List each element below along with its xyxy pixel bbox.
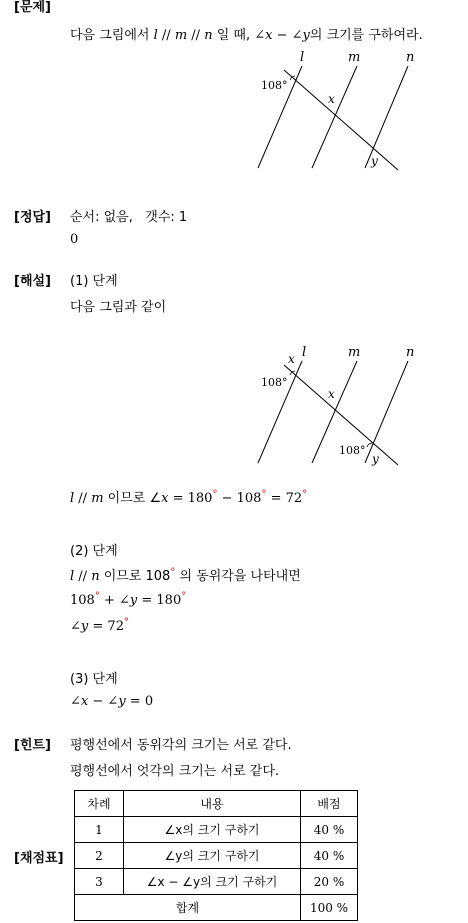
label-y: y: [372, 452, 379, 466]
label-108-top: 108°: [261, 376, 288, 389]
scoring-label: [채점표]: [14, 851, 64, 866]
var-x: x: [161, 491, 169, 506]
label-y: y: [371, 154, 378, 168]
eq-text-2: 의 동위각을 나타내면: [175, 569, 301, 584]
var-l: l: [153, 28, 158, 43]
label-l: l: [300, 50, 305, 65]
answer-value: 0: [70, 232, 79, 247]
var-y: y: [118, 694, 126, 709]
angle-arc-108-b: [367, 443, 372, 447]
answer-label: [정답]: [14, 210, 51, 225]
degree-mark: °: [181, 591, 187, 602]
answer-order: 순서: 없음,: [70, 210, 133, 225]
degree-mark: °: [170, 567, 176, 578]
problem-text-pre: 다음 그림에서: [70, 28, 154, 43]
table-cell: 3: [75, 869, 124, 895]
var-n: n: [204, 28, 213, 43]
hint-line-2: 평행선에서 엇각의 크기는 서로 같다.: [70, 764, 280, 779]
label-l: l: [302, 345, 307, 360]
eq-180: = 180: [168, 491, 213, 506]
eq-180: = 180: [137, 593, 182, 608]
step1-title: (1) 단계: [70, 274, 118, 289]
table-cell: 40 %: [301, 843, 358, 869]
hint-line-1: 평행선에서 동위각의 크기는 서로 같다.: [70, 738, 292, 753]
figure-parallel-lines: [250, 48, 420, 176]
step1-equation: [70, 487, 307, 506]
total-value: 100 %: [301, 895, 358, 921]
problem-text-mid: 일 때,: [212, 28, 255, 43]
minus-angle: − ∠: [88, 694, 119, 709]
label-108-bottom: 108°: [339, 444, 366, 457]
solution-label: [해설]: [14, 274, 51, 289]
step3-equation: [70, 694, 153, 709]
degree-mark: °: [212, 489, 218, 500]
eq-108: − 108: [217, 491, 262, 506]
table-cell: 2: [75, 843, 124, 869]
line-n: [365, 361, 408, 463]
var-l: l: [70, 569, 75, 584]
degree-mark: °: [261, 489, 267, 500]
step2-line1: [70, 565, 301, 584]
line-n: [365, 66, 408, 168]
answer-line: [70, 206, 187, 225]
answer-count: 갯수: 1: [145, 210, 188, 225]
hint-label: [힌트]: [14, 738, 51, 753]
table-cell: ∠x의 크기 구하기: [124, 817, 301, 843]
table-cell: ∠y의 크기 구하기: [124, 843, 301, 869]
angle-sign: ∠: [70, 619, 81, 634]
eq-0: = 0: [125, 694, 154, 709]
problem-label: [문제]: [14, 0, 51, 15]
angle-sign: ∠: [70, 694, 81, 709]
transversal: [284, 70, 398, 170]
problem-text-post: 의 크기를 구하여라.: [309, 28, 423, 43]
degree-mark: °: [302, 489, 308, 500]
var-l: l: [70, 491, 75, 506]
figure-parallel-lines-solution: [250, 343, 420, 471]
step2-line3: [70, 617, 129, 634]
problem-text: [70, 24, 423, 43]
step3-title: (3) 단계: [70, 672, 118, 687]
label-m: m: [348, 50, 361, 65]
label-x: x: [328, 92, 335, 106]
var-n: n: [91, 569, 100, 584]
parallel-sign: //: [157, 28, 175, 43]
parallel-sign: //: [74, 569, 92, 584]
label-m: m: [348, 345, 361, 360]
angle-x: ∠x: [254, 28, 273, 43]
eq-72: = 72: [266, 491, 303, 506]
eq-text: 이므로 108: [99, 569, 171, 584]
header-content: 내용: [124, 791, 301, 817]
plus-angle: + ∠: [99, 593, 130, 608]
table-row: [75, 869, 358, 895]
minus-sign: −: [272, 28, 292, 43]
parallel-sign: //: [187, 28, 205, 43]
table-cell: 20 %: [301, 869, 358, 895]
var-x: x: [80, 694, 89, 709]
table-cell: ∠x − ∠y의 크기 구하기: [124, 869, 301, 895]
var-m: m: [91, 491, 104, 506]
label-x: x: [328, 387, 335, 401]
table-header-row: [75, 791, 358, 817]
var-y: y: [80, 619, 89, 634]
step2-title: (2) 단계: [70, 544, 118, 559]
label-x-top: x: [288, 352, 295, 366]
step1-text: 다음 그림과 같이: [70, 300, 167, 315]
degree-mark: °: [94, 591, 100, 602]
label-n: n: [406, 50, 415, 65]
num-108: 108: [70, 593, 95, 608]
header-order: 차례: [75, 791, 124, 817]
label-n: n: [406, 345, 415, 360]
angle-y: ∠y: [291, 28, 310, 43]
table-row: [75, 817, 358, 843]
line-m: [312, 66, 357, 168]
table-total-row: [75, 895, 358, 921]
table-row: [75, 843, 358, 869]
var-y: y: [129, 593, 138, 608]
step2-line2: [70, 591, 186, 608]
table-cell: 40 %: [301, 817, 358, 843]
degree-mark: °: [123, 617, 129, 628]
table-cell: 1: [75, 817, 124, 843]
parallel-sign: //: [74, 491, 92, 506]
label-108: 108°: [261, 79, 288, 92]
eq-72: = 72: [88, 619, 124, 634]
total-label: 합계: [75, 895, 301, 921]
header-score: 배점: [301, 791, 358, 817]
eq-text: 이므로 ∠: [103, 491, 162, 506]
scoring-table: [74, 790, 358, 921]
var-m: m: [174, 28, 188, 43]
